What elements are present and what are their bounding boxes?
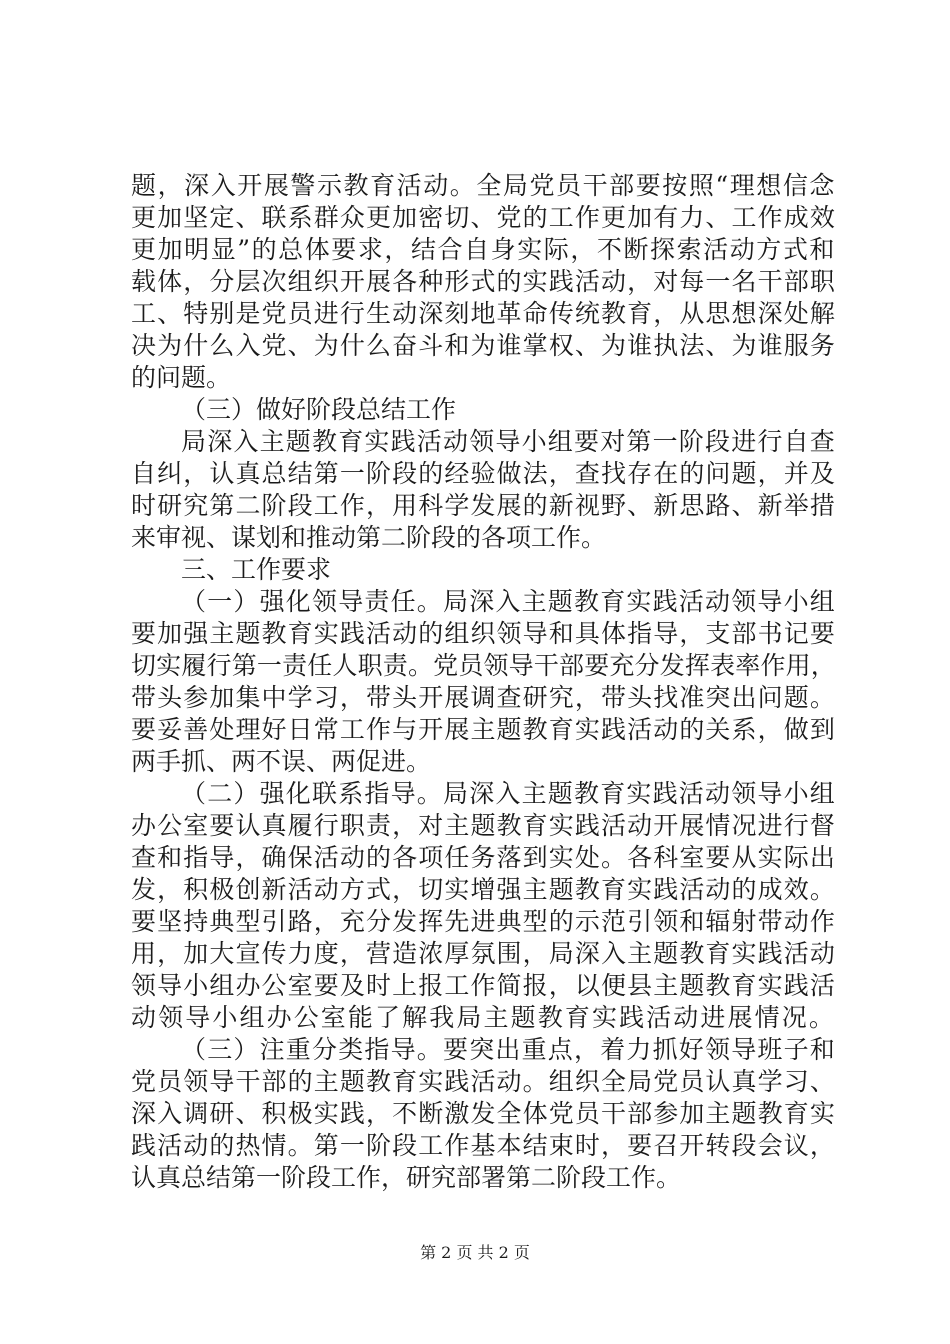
text-line: 党员领导干部的主题教育实践活动。组织全局党员认真学习、 [131,1067,836,1096]
text-line: 三、工作要求 [181,555,332,584]
text-line: 两手抓、两不误、两促进。 [131,747,432,776]
text-line: 时研究第二阶段工作，用科学发展的新视野、新思路、新举措 [131,491,836,520]
text-line: 的问题。 [131,363,232,392]
text-line: 发，积极创新活动方式，切实增强主题教育实践活动的成效。 [131,875,836,904]
text-line: 要妥善处理好日常工作与开展主题教育实践活动的关系，做到 [131,715,836,744]
text-line: 深入调研、积极实践，不断激发全体党员干部参加主题教育实 [131,1099,836,1128]
text-line: 题，深入开展警示教育活动。全局党员干部要按照“理想信念 [131,171,836,200]
text-line: 切实履行第一责任人职责。党员领导干部要充分发挥表率作用， [131,651,836,680]
text-line: 动领导小组办公室能了解我局主题教育实践活动进展情况。 [131,1003,836,1032]
page-footer: 第 2 页 共 2 页 [420,1243,530,1262]
text-line: 办公室要认真履行职责，对主题教育实践活动开展情况进行督 [131,811,836,840]
text-line: 更加明显”的总体要求，结合自身实际，不断探索活动方式和 [131,235,836,264]
text-line: （二）强化联系指导。局深入主题教育实践活动领导小组 [181,779,836,808]
text-line: 局深入主题教育实践活动领导小组要对第一阶段进行自查 [181,427,836,456]
text-line: 更加坚定、联系群众更加密切、党的工作更加有力、工作成效 [131,203,836,232]
text-line: 要坚持典型引路，充分发挥先进典型的示范引领和辐射带动作 [131,907,836,936]
document-body [131,170,836,1194]
text-line: （一）强化领导责任。局深入主题教育实践活动领导小组 [181,587,836,616]
text-line: 决为什么入党、为什么奋斗和为谁掌权、为谁执法、为谁服务 [131,331,836,360]
text-line: 领导小组办公室要及时上报工作简报，以便县主题教育实践活 [131,971,836,1000]
text-line: 带头参加集中学习，带头开展调查研究，带头找准突出问题。 [131,683,836,712]
text-line: 查和指导，确保活动的各项任务落到实处。各科室要从实际出 [131,843,836,872]
text-line: 用，加大宣传力度，营造浓厚氛围，局深入主题教育实践活动 [131,939,836,968]
text-line: （三）做好阶段总结工作 [181,395,457,424]
text-line: 自纠，认真总结第一阶段的经验做法，查找存在的问题，并及 [131,459,836,488]
text-line: 来审视、谋划和推动第二阶段的各项工作。 [131,523,607,552]
text-line: 认真总结第一阶段工作，研究部署第二阶段工作。 [131,1163,682,1192]
text-line: （三）注重分类指导。要突出重点，着力抓好领导班子和 [181,1035,836,1064]
text-line: 践活动的热情。第一阶段工作基本结束时，要召开转段会议， [131,1131,836,1160]
text-line: 要加强主题教育实践活动的组织领导和具体指导，支部书记要 [131,619,836,648]
text-line: 工、特别是党员进行生动深刻地革命传统教育，从思想深处解 [131,299,836,328]
text-line: 载体，分层次组织开展各种形式的实践活动，对每一名干部职 [131,267,836,296]
